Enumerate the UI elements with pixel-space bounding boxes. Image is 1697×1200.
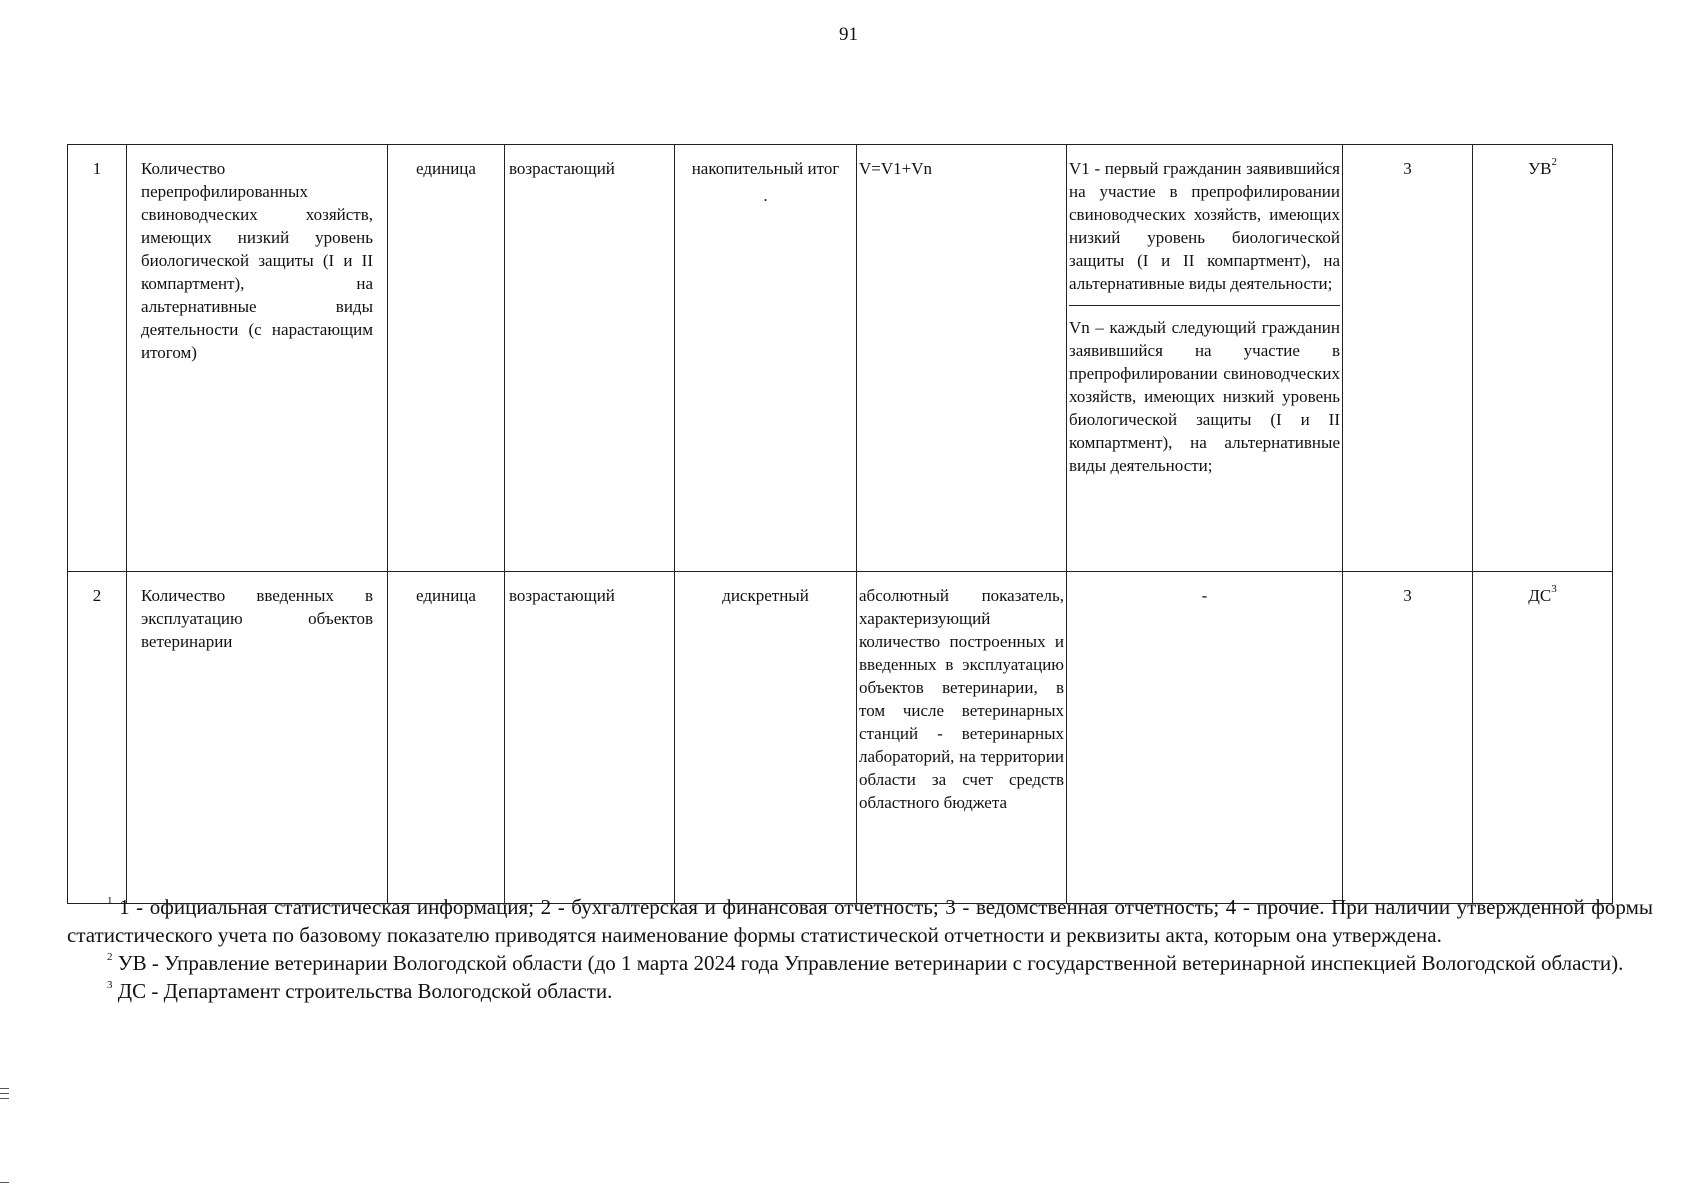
formula: V=V1+Vn — [857, 145, 1067, 572]
responsible-abbr: ДС — [1528, 586, 1552, 605]
footnote-ref: 2 — [1551, 156, 1557, 169]
indicator-type: дискретный — [675, 572, 857, 904]
dynamics-direction: возрастающий — [505, 572, 675, 904]
indicator-name: Количество перепрофилированных свиноводческих хозяйств, имеющих низкий уровень биологической защиты (I и II компартмент), на альтернативные виды деятельности (с нарастающим итогом) — [127, 145, 388, 572]
unit-of-measure: единица — [388, 572, 505, 904]
responsible-abbr: УВ — [1528, 159, 1552, 178]
scan-margin-mark — [0, 1098, 9, 1099]
scan-margin-mark — [0, 1093, 9, 1094]
table-row — [68, 145, 1613, 572]
data-source: 3 — [1343, 572, 1473, 904]
footnote-mark: 3 — [107, 979, 113, 991]
indicator-name: Количество введенных в эксплуатацию объектов ветеринарии — [127, 572, 388, 904]
footnote-mark: 2 — [107, 951, 113, 963]
row-number: 1 — [68, 145, 127, 572]
table-row — [68, 572, 1613, 904]
footnote — [67, 977, 1653, 1005]
formula-variables: - — [1067, 572, 1343, 904]
scan-margin-mark — [0, 1182, 9, 1183]
unit-of-measure: единица — [388, 145, 505, 572]
page-number: 91 — [839, 24, 858, 45]
variable-description: V1 - первый гражданин заявившийся на участие в препрофилировании свиноводческих хозяйств, имеющих низкий уровень биологической защиты (I и II компартмент), на альтернативные виды деятельности; — [1069, 159, 1340, 293]
footnote — [67, 949, 1653, 977]
data-source: 3 — [1343, 145, 1473, 572]
scan-margin-mark — [0, 1088, 9, 1089]
indicator-type — [675, 145, 857, 572]
responsible-body — [1473, 572, 1613, 904]
responsible-body — [1473, 145, 1613, 572]
footnote-text: ДС - Департамент строительства Вологодской области. — [117, 979, 613, 1003]
footnote — [67, 893, 1653, 949]
variable-description: Vn – каждый следующий гражданин заявившийся на участие в препрофилировании свиноводческих хозяйств, имеющих низкий уровень биологической защиты (I и II компартмент), на альтернативные виды деятельности; — [1069, 306, 1340, 478]
formula: абсолютный показатель, характеризующий количество построенных и введенных в эксплуатацию объектов ветеринарии, в том числе ветеринарных станций - ветеринарных лабораторий, на территории области за счет средств областного бюджета — [857, 572, 1067, 904]
indicators-table — [67, 144, 1613, 904]
indicator-type-mark: . — [763, 186, 768, 205]
dynamics-direction: возрастающий — [505, 145, 675, 572]
row-number: 2 — [68, 572, 127, 904]
footnote-text: 1 - официальная статистическая информация; 2 - бухгалтерская и финансовая отчетность; 3 - ведомственная отчетность; 4 - прочие. При наличии утвержденной формы статистического учета по базовому показателю приводятся наименование формы статистической отчетности и реквизиты акта, которым она утверждена. — [67, 895, 1653, 947]
indicator-type-text: накопительный итог — [691, 159, 840, 178]
formula-variables — [1067, 145, 1343, 572]
footnote-ref: 3 — [1551, 583, 1557, 596]
footnotes — [67, 893, 1653, 1005]
variables-list — [1069, 157, 1340, 477]
footnote-mark: 1 — [107, 895, 113, 907]
footnote-text: УВ - Управление ветеринарии Вологодской области (до 1 марта 2024 года Управление ветеринарии с государственной ветеринарной инспекцией Вологодской области). — [117, 951, 1624, 975]
